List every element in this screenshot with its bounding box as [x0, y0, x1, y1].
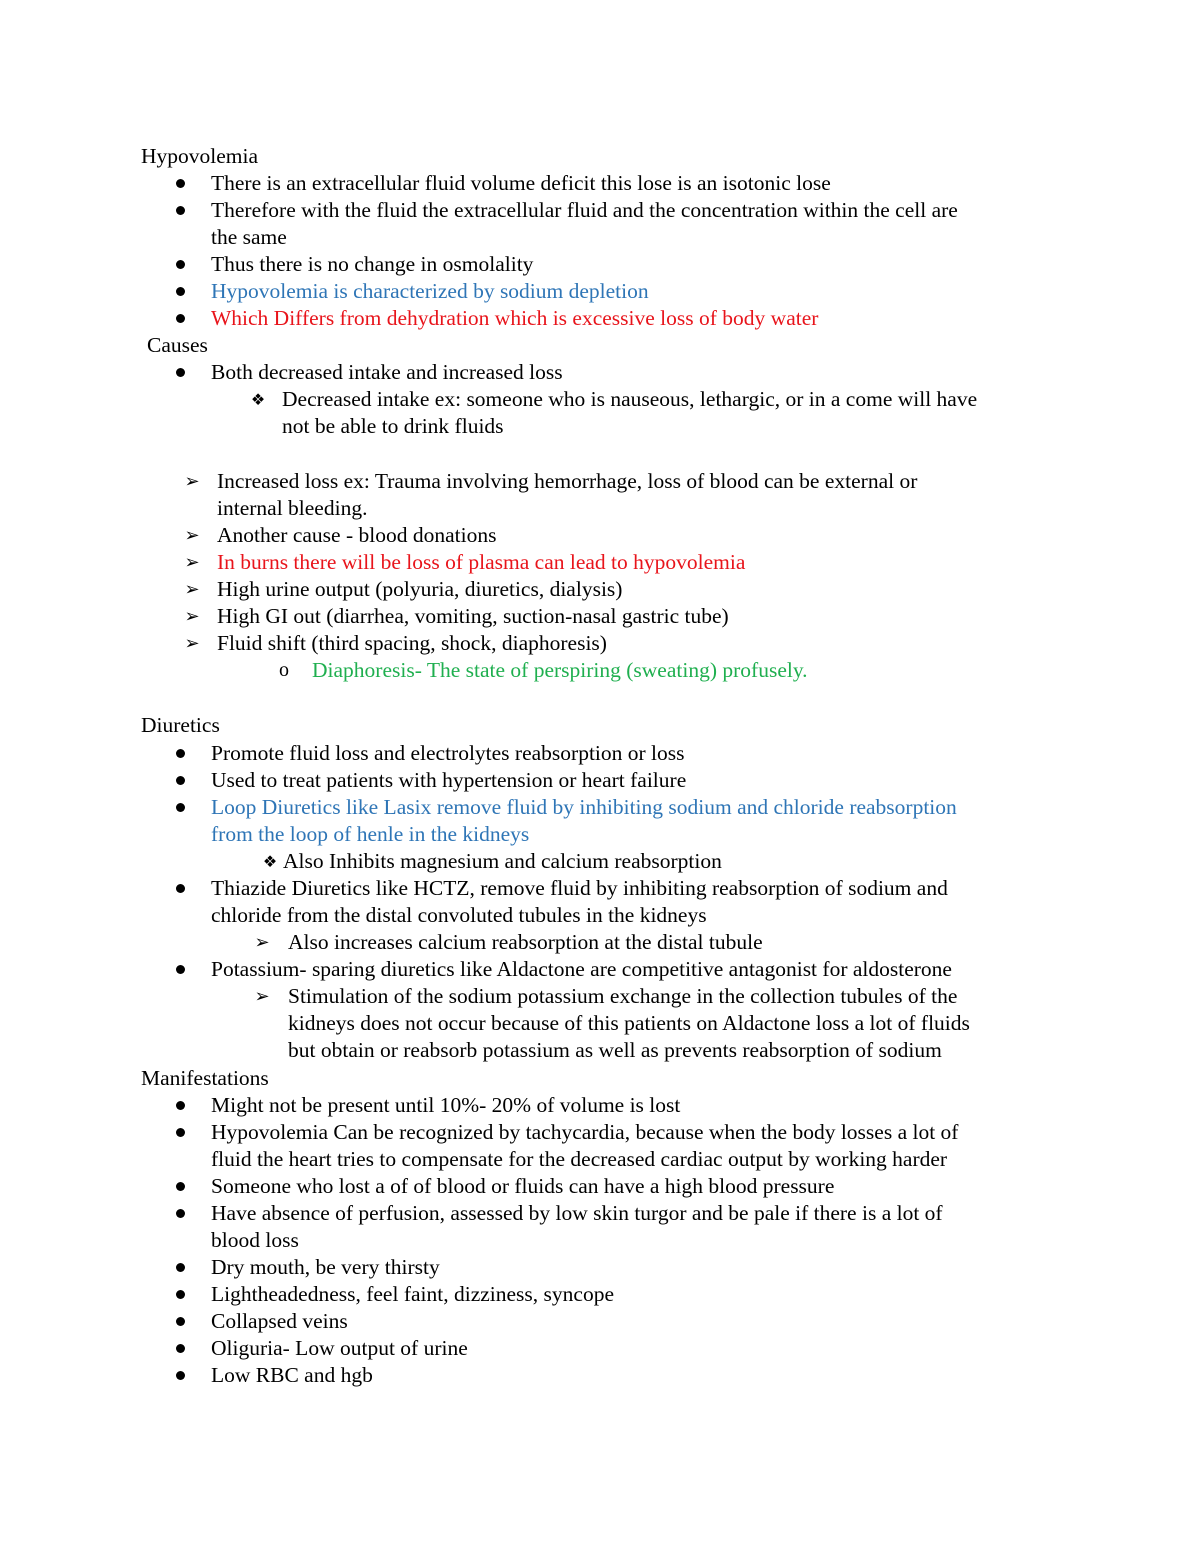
causes-circle-item-line: Diaphoresis- The state of perspiring (sweating) profusely.	[312, 658, 808, 682]
filled-circle-icon	[176, 776, 185, 785]
diuretics-item-line: from the loop of henle in the kidneys	[211, 822, 530, 846]
arrowhead-icon: ➢	[184, 606, 200, 627]
diuretics-item-line: Promote fluid loss and electrolytes reabsorption or loss	[211, 741, 685, 765]
filled-circle-icon	[176, 287, 185, 296]
causes-sub-item-line: Decreased intake ex: someone who is nauseous, lethargic, or in a come will have	[282, 387, 978, 411]
filled-circle-icon	[176, 179, 185, 188]
causes-arrow-item-line: High urine output (polyuria, diuretics, dialysis)	[217, 577, 623, 601]
filled-circle-icon	[176, 884, 185, 893]
manifestations-bullet-line: fluid the heart tries to compensate for the decreased cardiac output by working harder	[211, 1147, 948, 1171]
filled-circle-icon	[176, 260, 185, 269]
diuretics-item-line: Also Inhibits magnesium and calcium reabsorption	[283, 849, 722, 873]
filled-circle-icon	[176, 206, 185, 215]
filled-circle-icon	[176, 1344, 185, 1353]
filled-circle-icon	[176, 1209, 185, 1218]
hypovolemia-bullet-line: Thus there is no change in osmolality	[211, 252, 534, 276]
filled-circle-icon	[176, 1101, 185, 1110]
diuretics-item-line: Potassium- sparing diuretics like Aldactone are competitive antagonist for aldosterone	[211, 957, 952, 981]
causes-arrow-item-line: internal bleeding.	[217, 496, 368, 520]
hypovolemia-bullet-line: the same	[211, 225, 287, 249]
diuretics-item-line: Also increases calcium reabsorption at the distal tubule	[288, 930, 763, 954]
filled-circle-icon	[176, 368, 185, 377]
causes-arrow-item-line: In burns there will be loss of plasma can lead to hypovolemia	[217, 550, 746, 574]
filled-circle-icon	[176, 1128, 185, 1137]
diuretics-item-line: Used to treat patients with hypertension or heart failure	[211, 768, 687, 792]
manifestations-bullet-line: Have absence of perfusion, assessed by low skin turgor and be pale if there is a lot of	[211, 1201, 943, 1225]
manifestations-bullet-line: Collapsed veins	[211, 1309, 348, 1333]
diuretics-item-line: kidneys does not occur because of this patients on Aldactone loss a lot of fluids	[288, 1011, 970, 1035]
section-heading-causes: Causes	[147, 333, 208, 357]
manifestations-bullet-line: Oliguria- Low output of urine	[211, 1336, 468, 1360]
arrowhead-icon: ➢	[184, 633, 200, 654]
section-heading-manifestations: Manifestations	[141, 1066, 269, 1090]
diuretics-item-line: Thiazide Diuretics like HCTZ, remove fluid by inhibiting reabsorption of sodium and	[211, 876, 948, 900]
manifestations-bullet-line: blood loss	[211, 1228, 299, 1252]
section-heading-diuretics: Diuretics	[141, 713, 220, 737]
filled-circle-icon	[176, 1182, 185, 1191]
manifestations-bullet-line: Hypovolemia Can be recognized by tachycardia, because when the body losses a lot of	[211, 1120, 959, 1144]
hypovolemia-bullet-line: Which Differs from dehydration which is excessive loss of body water	[211, 306, 819, 330]
manifestations-bullet-line: Low RBC and hgb	[211, 1363, 373, 1387]
hypovolemia-bullet-line: Therefore with the fluid the extracellular fluid and the concentration within the cell are	[211, 198, 958, 222]
section-heading-hypovolemia: Hypovolemia	[141, 144, 259, 168]
filled-circle-icon	[176, 965, 185, 974]
arrowhead-icon: ➢	[184, 552, 200, 573]
arrowhead-icon: ➢	[184, 471, 200, 492]
causes-arrow-item-line: High GI out (diarrhea, vomiting, suction-nasal gastric tube)	[217, 604, 729, 628]
manifestations-bullet-line: Lightheadedness, feel faint, dizziness, syncope	[211, 1282, 614, 1306]
manifestations-bullet-line: Dry mouth, be very thirsty	[211, 1255, 440, 1279]
causes-arrow-item-line: Fluid shift (third spacing, shock, diaphoresis)	[217, 631, 607, 655]
hypovolemia-bullet-line: There is an extracellular fluid volume deficit this lose is an isotonic lose	[211, 171, 831, 195]
four-diamond-icon: ❖	[250, 390, 266, 409]
arrowhead-icon: ➢	[254, 932, 270, 953]
hollow-circle-icon: o	[279, 659, 289, 681]
four-diamond-icon: ❖	[262, 852, 278, 871]
filled-circle-icon	[176, 749, 185, 758]
manifestations-bullet-line: Might not be present until 10%- 20% of volume is lost	[211, 1093, 681, 1117]
causes-arrow-item-line: Another cause - blood donations	[217, 523, 497, 547]
causes-sub-item-line: not be able to drink fluids	[282, 414, 504, 438]
arrowhead-icon: ➢	[184, 579, 200, 600]
diuretics-item-line: but obtain or reabsorb potassium as well as prevents reabsorption of sodium	[288, 1038, 942, 1062]
arrowhead-icon: ➢	[184, 525, 200, 546]
diuretics-item-line: Loop Diuretics like Lasix remove fluid by inhibiting sodium and chloride reabsorption	[211, 795, 957, 819]
causes-bullet-line: Both decreased intake and increased loss	[211, 360, 563, 384]
filled-circle-icon	[176, 803, 185, 812]
arrowhead-icon: ➢	[254, 986, 270, 1007]
filled-circle-icon	[176, 314, 185, 323]
causes-arrow-item-line: Increased loss ex: Trauma involving hemorrhage, loss of blood can be external or	[217, 469, 918, 493]
filled-circle-icon	[176, 1263, 185, 1272]
hypovolemia-bullet-line: Hypovolemia is characterized by sodium depletion	[211, 279, 649, 303]
filled-circle-icon	[176, 1371, 185, 1380]
filled-circle-icon	[176, 1290, 185, 1299]
filled-circle-icon	[176, 1317, 185, 1326]
manifestations-bullet-line: Someone who lost a of of blood or fluids can have a high blood pressure	[211, 1174, 835, 1198]
diuretics-item-line: Stimulation of the sodium potassium exchange in the collection tubules of the	[288, 984, 958, 1008]
diuretics-item-line: chloride from the distal convoluted tubules in the kidneys	[211, 903, 707, 927]
